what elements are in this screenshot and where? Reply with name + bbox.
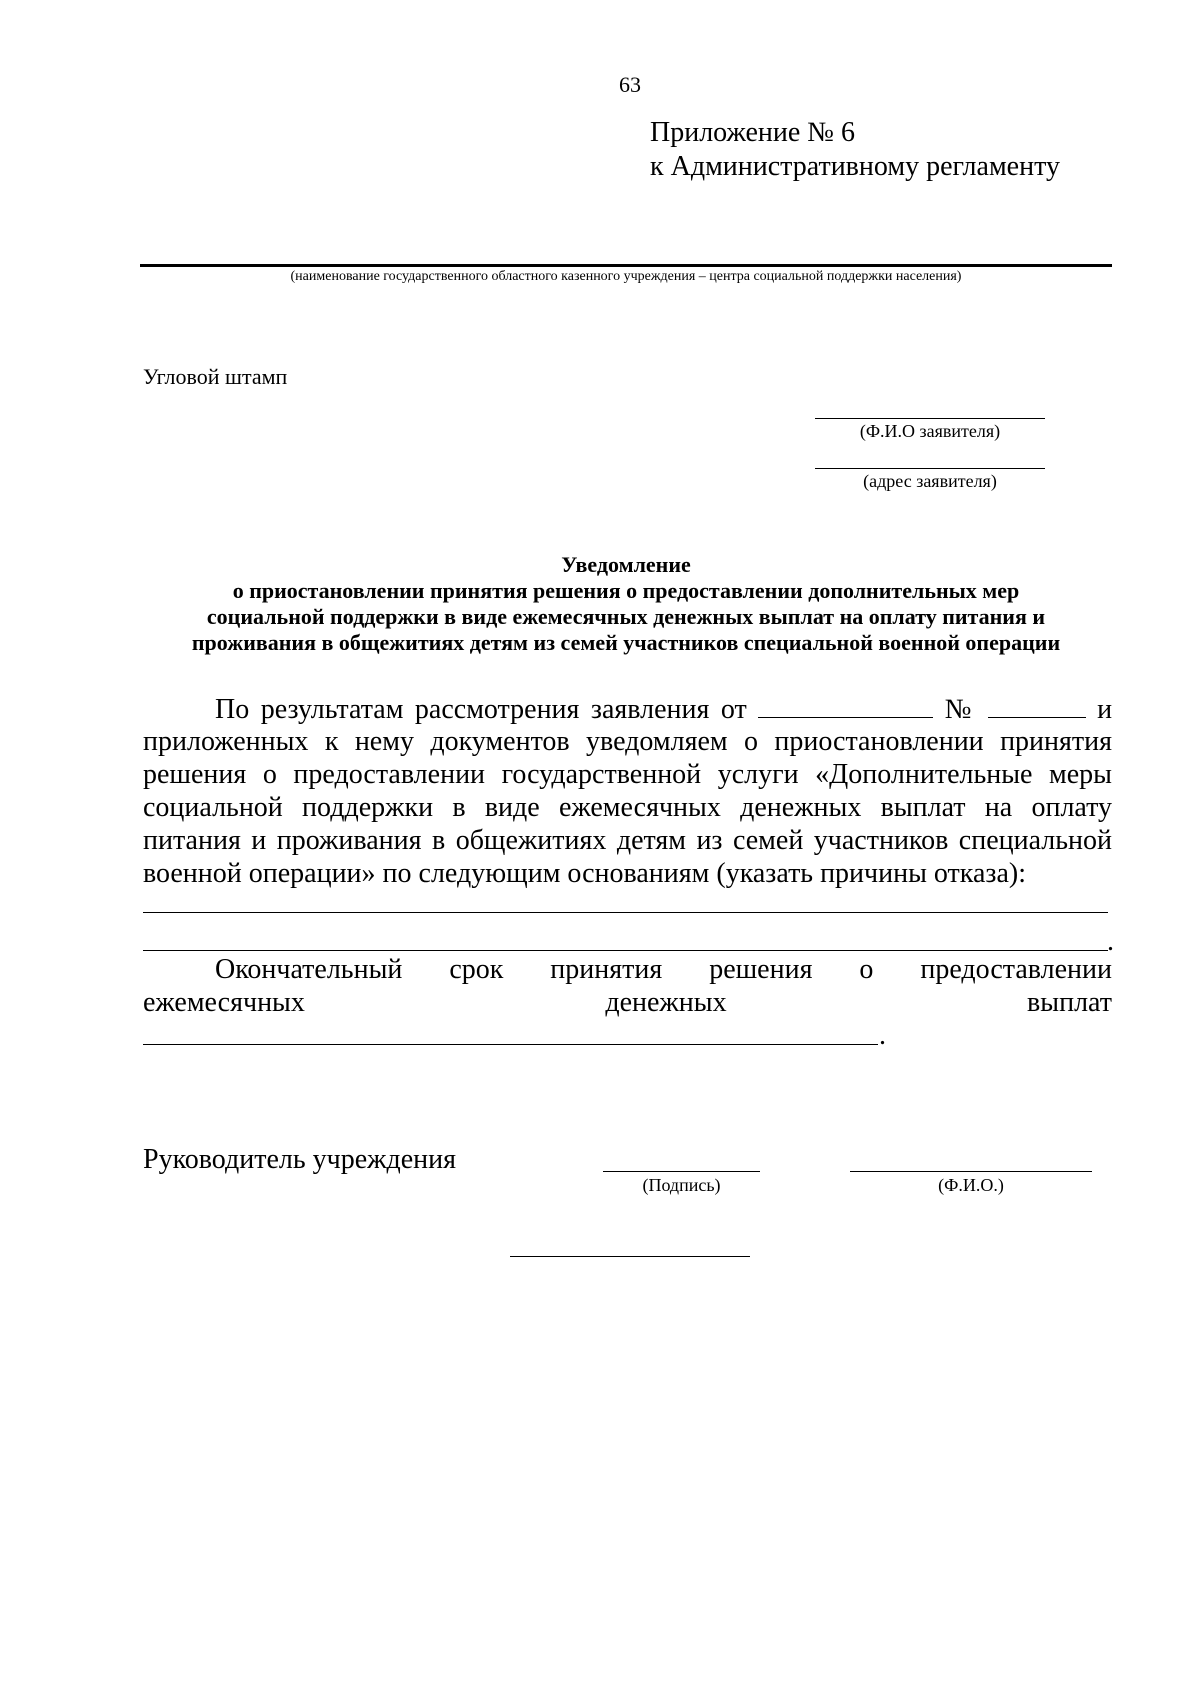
signature-caption: (Подпись) bbox=[642, 1175, 721, 1195]
notice-heading: Уведомление bbox=[561, 552, 691, 577]
applicant-name-line bbox=[815, 418, 1045, 419]
body-line: приложенных к нему документов уведомляем о приостановлении принятия bbox=[143, 726, 1112, 757]
appendix-number: Приложение № 6 bbox=[650, 117, 855, 148]
organization-name-caption: (наименование государственного областного казенного учреждения – центра социальной поддержки населения) bbox=[290, 269, 962, 284]
number-sign: № bbox=[944, 694, 977, 725]
applicant-address-line bbox=[815, 468, 1045, 469]
application-date-blank bbox=[758, 693, 933, 718]
appendix-header bbox=[650, 116, 1060, 184]
reasons-line bbox=[143, 912, 1108, 913]
reasons-line bbox=[143, 950, 1108, 951]
notice-title bbox=[140, 552, 1112, 656]
signature-line bbox=[603, 1171, 760, 1172]
extra-signature-line bbox=[510, 1256, 750, 1257]
notice-subtitle-line: проживания в общежитиях детям из семей участников специальной военной операции bbox=[191, 630, 1061, 655]
notice-subtitle-line: о приостановлении принятия решения о предоставлении дополнительных мер bbox=[232, 578, 1020, 603]
head-of-institution-label: Руководитель учреждения bbox=[143, 1144, 456, 1175]
final-term-blank bbox=[143, 1044, 878, 1045]
body-text: и bbox=[1097, 694, 1113, 725]
final-term-line: Окончательный срок принятия решения о предоставлении bbox=[215, 954, 1112, 985]
application-number-blank bbox=[988, 693, 1086, 718]
applicant-address-caption: (адрес заявителя) bbox=[863, 471, 997, 491]
body-line: решения о предоставлении государственной услуги «Дополнительные меры bbox=[143, 759, 1112, 790]
page-number: 63 bbox=[619, 72, 641, 97]
name-line bbox=[850, 1171, 1092, 1172]
appendix-reference: к Административному регламенту bbox=[650, 151, 1060, 182]
body-line: военной операции» по следующим основаниям (указать причины отказа): bbox=[143, 858, 1026, 889]
organization-name-line bbox=[140, 264, 1112, 267]
applicant-name-caption: (Ф.И.О заявителя) bbox=[859, 421, 1001, 441]
reasons-period: . bbox=[1107, 926, 1114, 957]
body-line: питания и проживания в общежитиях детям из семей участников специальной bbox=[143, 825, 1112, 856]
body-line: социальной поддержки в виде ежемесячных денежных выплат на оплату bbox=[143, 792, 1112, 823]
body-text: По результатам рассмотрения заявления от bbox=[215, 694, 747, 725]
final-term-period: . bbox=[879, 1020, 886, 1051]
notice-subtitle-line: социальной поддержки в виде ежемесячных денежных выплат на оплату питания и bbox=[206, 604, 1046, 629]
final-term-line: ежемесячных денежных выплат bbox=[143, 987, 1112, 1018]
corner-stamp-label: Угловой штамп bbox=[143, 364, 288, 389]
name-caption: (Ф.И.О.) bbox=[938, 1175, 1004, 1195]
body-first-line bbox=[143, 693, 1112, 726]
